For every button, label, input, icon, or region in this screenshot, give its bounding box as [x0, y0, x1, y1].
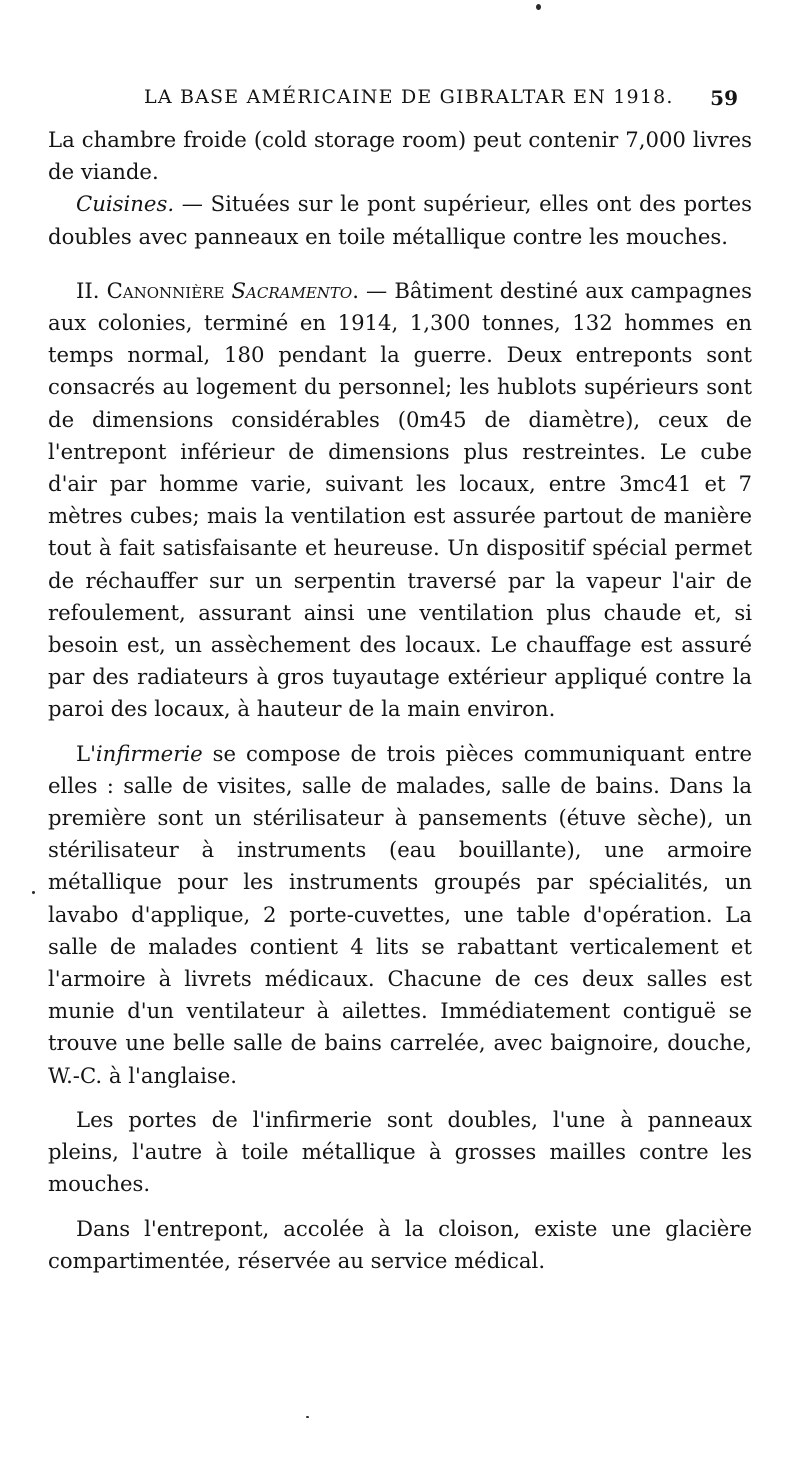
paragraph-text: Les portes de l'infirmerie sont doubles, l'une à panneaux pleins, l'autre à toile métallique à grosses mailles contre les mouches. — [48, 1106, 752, 1197]
section-label-kitchens: Cuisines. — [76, 191, 175, 217]
section-label-gunboat: Canonnière — [106, 277, 225, 303]
body-text — [48, 124, 752, 1277]
paragraph-text: Dans l'entrepont, accolée à la cloison, existe une glacière compartimentée, réservée au service médical. — [48, 1215, 752, 1273]
print-speck — [32, 891, 35, 894]
paragraph-icebox — [48, 1213, 752, 1277]
paragraph-gunboat — [48, 275, 752, 726]
running-title: LA BASE AMÉRICAINE DE GIBRALTAR EN 1918. — [144, 86, 674, 108]
paragraph-cold-storage — [48, 124, 752, 188]
paragraph-text: La chambre froide (cold storage room) peut contenir 7,000 livres de viande. — [48, 127, 752, 185]
paragraph-infirmary-doors — [48, 1104, 752, 1201]
paragraph-prefix: L' — [76, 740, 96, 766]
paragraph-kitchens — [48, 188, 752, 252]
paragraph-text: se compose de trois pièces communiquant entre elles : salle de visites, salle de malades, salle de bains. Dans la première sont un stérilisateur à pansements (étuve sèche), un stérilisateur à instruments (eau bouillante), une armoire métallique pour les instruments groupés par spécialités, un lavabo d'applique, 2 porte-cuvettes, une table d'opération. La salle de malades contient 4 lits se rabattant verticalement et l'armoire à livrets médicaux. Chacune de ces deux salles est munie d'un ventilateur à ailettes. Immédiatement contiguë se trouve une belle salle de bains carrelée, avec baignoire, douche, W.-C. à l'anglaise. — [48, 740, 752, 1088]
section-number: II. — [76, 277, 107, 303]
page-number: 59 — [710, 86, 738, 110]
section-label-infirmary: infirmerie — [95, 740, 203, 766]
paragraph-text: — Situées sur le pont supérieur, elles ont des portes doubles avec panneaux en toile métallique contre les mouches. — [48, 191, 752, 249]
print-speck — [306, 1416, 309, 1418]
print-speck — [536, 4, 541, 10]
paragraph-text: . — Bâtiment destiné aux campagnes aux colonies, terminé en 1914, 1,300 tonnes, 132 hommes en temps normal, 180 pendant la guerre. Deux entreponts sont consacrés au logement du personnel; les hublots supérieurs sont de dimensions considérables (0m45 de diamètre), ceux de l'entrepont inférieur de dimensions plus restreintes. Le cube d'air par homme varie, suivant les locaux, entre 3mc41 et 7 mètres cubes; mais la ventilation est assurée partout de manière tout à fait satisfaisante et heureuse. Un dispositif spécial permet de réchauffer sur un serpentin traversé par la vapeur l'air de refoulement, assurant ainsi une ventilation plus chaude et, si besoin est, un assèchement des locaux. Le chauffage est assuré par des radiateurs à gros tuyautage extérieur appliqué contre la paroi des locaux, à hauteur de la main environ. — [48, 277, 752, 722]
page-header — [48, 86, 744, 114]
paragraph-infirmary — [48, 738, 752, 1092]
ship-name: Sacramento — [231, 277, 353, 303]
